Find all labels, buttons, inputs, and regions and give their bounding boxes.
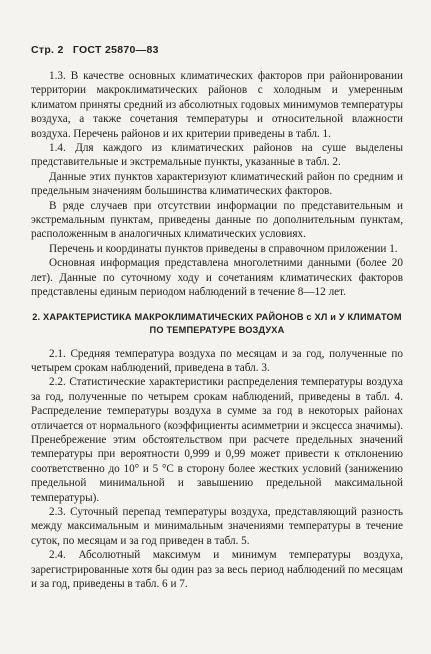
page-number: Стр. 2 bbox=[31, 44, 64, 56]
section-1-continuation bbox=[31, 69, 403, 300]
section-2-title: 2. ХАРАКТЕРИСТИКА МАКРОКЛИМАТИЧЕСКИХ РАЙОНОВ с ХЛ и У КЛИМАТОМ ПО ТЕМПЕРАТУРЕ ВОЗДУХА bbox=[32, 311, 402, 335]
paragraph: Перечень и координаты пунктов приведены в справочном приложении 1. bbox=[49, 242, 398, 255]
page-header bbox=[31, 44, 403, 56]
paragraph: В ряде случаев при отсутствии информации по представительным и экстремальным пунктам, приведены данные по дополнительным пунктам, расположенным в аналогичных климатических условиях. bbox=[31, 199, 403, 241]
paragraph: 2.3. Суточный перепад температуры воздуха, представляющий разность между максимальным и минимальным значениями температуры в течение суток, по месяцам и за год приведен в табл. 5. bbox=[31, 505, 403, 547]
section-2-body bbox=[31, 347, 403, 592]
paragraph: 2.1. Средняя температура воздуха по месяцам и за год, полученные по четырем срокам наблюдений, приведена в табл. 3. bbox=[31, 347, 403, 374]
paragraph: 2.2. Статистические характеристики распределения температуры воздуха за год, полученные по четырем срокам наблюдений, приведены в табл. 4. Распределение температуры воздуха в сумме за год в некоторых районах отличается от нормального (коэффициенты асимметрии и эксцесса значимы). Пренебрежение этим обстоятельством при расчете предельных значений температуры при вероятности 0,999 и 0,99 может привести к отклонению соответственно до 10° и 5 °С в сторону более жестких условий (занижению предельной минимальной и завышению предельной максимальной температуры). bbox=[31, 376, 403, 504]
paragraph: Основная информация представлена многолетними данными (более 20 лет). Данные по суточному ходу и сочетаниям климатических факторов представлены единым периодом наблюдений в течение 8—12 лет. bbox=[31, 257, 403, 299]
paragraph: 1.4. Для каждого из климатических районов на суше выделены представительные и экстремальные пункты, указанные в табл. 2. bbox=[31, 142, 403, 169]
paragraph: Данные этих пунктов характеризуют климатический район по средним и предельным значениям большинства климатических факторов. bbox=[31, 170, 403, 198]
paragraph: 1.3. В качестве основных климатических факторов при районировании территории макроклиматических районов с холодным и умеренным климатом приняты средний из абсолютных годовых минимумов температуры воздуха, а также сочетания температуры и относительной влажности воздуха. Перечень районов и их критерии приведены в табл. 1. bbox=[31, 70, 403, 140]
paragraph: 2.4. Абсолютный максимум и минимум температуры воздуха, зарегистрированные хотя бы один раз за весь период наблюдений по месяцам и за год, приведены в табл. 6 и 7. bbox=[31, 549, 403, 590]
standard-number: ГОСТ 25870—83 bbox=[72, 44, 159, 56]
